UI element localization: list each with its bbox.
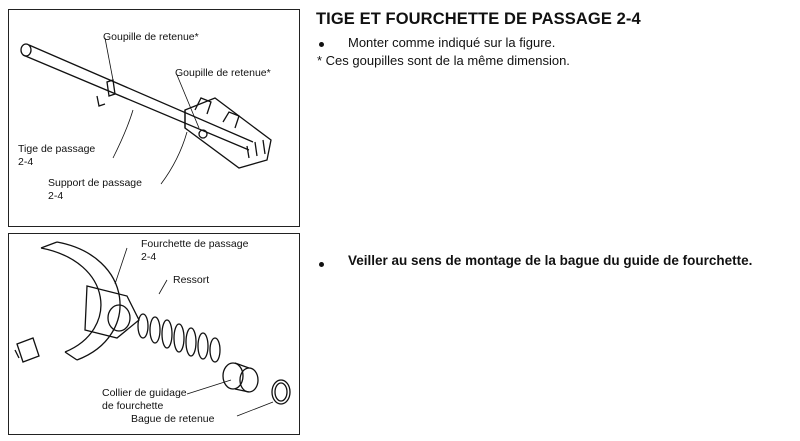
label-shift-fork: Fourchette de passage <box>141 238 249 250</box>
label-fork-guide-collar: Collier de guidage <box>102 387 187 399</box>
label-shift-support-number: 2-4 <box>48 190 64 202</box>
figure-shift-fork <box>8 233 300 435</box>
bullet-icon <box>319 42 324 47</box>
instruction-2: Veiller au sens de montage de la bague du guide de fourchette. <box>348 253 753 268</box>
label-shift-rod-number: 2-4 <box>18 156 34 168</box>
label-shift-rod: Tige de passage <box>18 143 96 155</box>
label-retaining-pin-1: Goupille de retenue* <box>103 31 199 43</box>
section-title: TIGE ET FOURCHETTE DE PASSAGE 2-4 <box>316 10 641 28</box>
label-retaining-ring: Bague de retenue <box>131 413 215 425</box>
note-same-dimension: * Ces goupilles sont de la même dimension. <box>317 53 570 68</box>
label-shift-support: Support de passage <box>48 177 142 189</box>
label-spring: Ressort <box>173 274 210 286</box>
bullet-icon <box>319 262 324 267</box>
label-shift-fork-number: 2-4 <box>141 251 157 263</box>
instruction-1: Monter comme indiqué sur la figure. <box>348 35 556 50</box>
label-fork-guide-collar-2: de fourchette <box>102 400 164 412</box>
label-retaining-pin-2: Goupille de retenue* <box>175 67 271 79</box>
figure-shift-rod <box>8 9 300 227</box>
